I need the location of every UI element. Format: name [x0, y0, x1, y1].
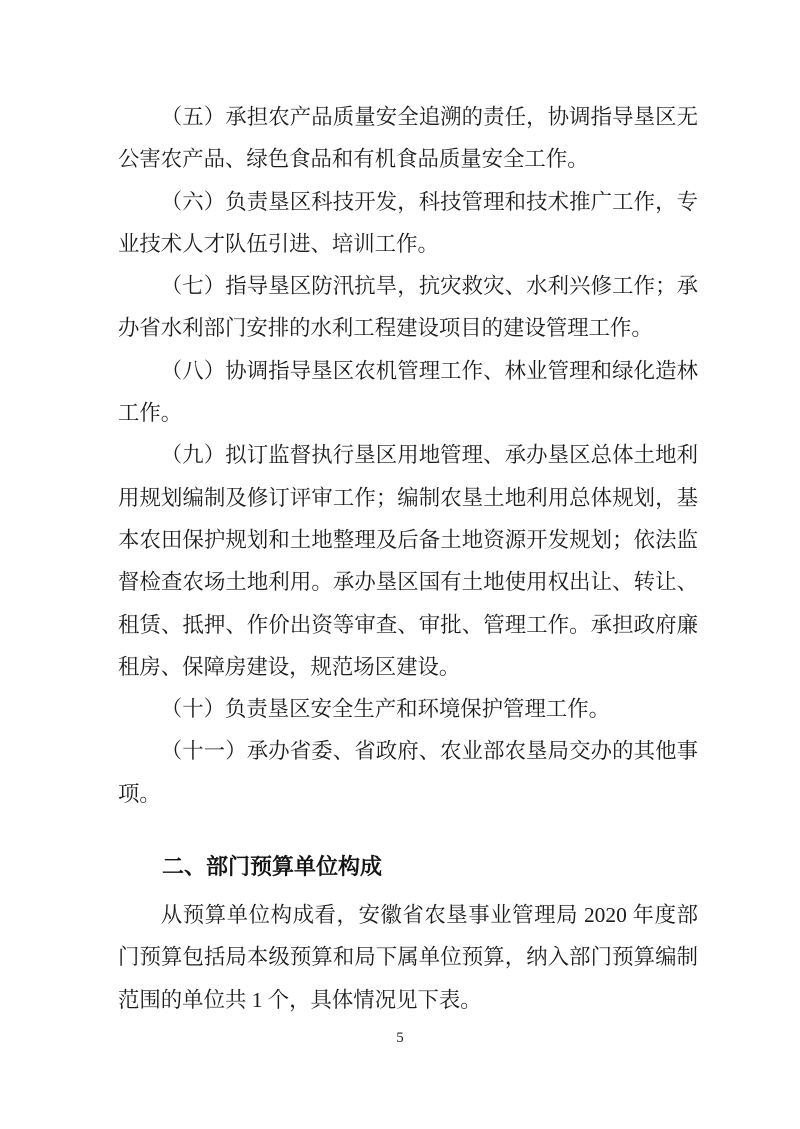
- budget-unit-composition-paragraph: [118, 894, 698, 1021]
- text-line: （十一）承办省委、省政府、农业部农垦局交办的其他事: [160, 739, 698, 764]
- text-line: 租房、保障房建设，规范场区建设。: [118, 654, 461, 679]
- text-line: 公害农产品、绿色食品和有机食品质量安全工作。: [118, 147, 589, 172]
- duty-item-10: [118, 688, 698, 730]
- text-line: 范围的单位共 1 个，具体情况见下表。: [118, 987, 482, 1012]
- text-line: （六）负责垦区科技开发，科技管理和技术推广工作，专: [160, 189, 698, 214]
- text-line: （八）协调指导垦区农机管理工作、林业管理和绿化造林: [160, 358, 698, 383]
- duty-item-9: [118, 434, 698, 688]
- text-line: 督检查农场土地利用。承办垦区国有土地使用权出让、转让、: [118, 570, 698, 595]
- duty-item-11: [118, 730, 698, 815]
- text-line: （十）负责垦区安全生产和环境保护管理工作。: [160, 697, 611, 722]
- text-line: （九）拟订监督执行垦区用地管理、承办垦区总体土地利: [160, 443, 698, 468]
- text-line: 业技术人才队伍引进、培训工作。: [118, 231, 439, 256]
- text-line: 租赁、抵押、作价出资等审查、审批、管理工作。承担政府廉: [118, 612, 698, 637]
- text-line: 用规划编制及修订评审工作；编制农垦土地利用总体规划，基: [118, 485, 698, 510]
- duty-item-8: [118, 350, 698, 435]
- text-line: （五）承担农产品质量安全追溯的责任，协调指导垦区无: [160, 105, 698, 129]
- text-line: 从预算单位构成看，安徽省农垦事业管理局 2020 年度部: [160, 903, 698, 928]
- text-line: （七）指导垦区防汛抗旱，抗灾救灾、水利兴修工作；承: [160, 274, 698, 299]
- text-line: 本农田保护规划和土地整理及后备土地资源开发规划；依法监: [118, 527, 698, 552]
- text-line: 工作。: [118, 401, 183, 426]
- duty-item-5: [118, 96, 698, 181]
- page-number: 5: [396, 1030, 404, 1046]
- duty-item-7: [118, 265, 698, 350]
- document-body: [118, 96, 698, 1021]
- text-line: 门预算包括局本级预算和局下属单位预算，纳入部门预算编制: [118, 945, 698, 970]
- section-2-heading: 二、部门预算单位构成: [162, 854, 383, 880]
- duty-item-6: [118, 181, 698, 266]
- text-line: 办省水利部门安排的水利工程建设项目的建设管理工作。: [118, 316, 653, 341]
- text-line: 项。: [118, 781, 161, 806]
